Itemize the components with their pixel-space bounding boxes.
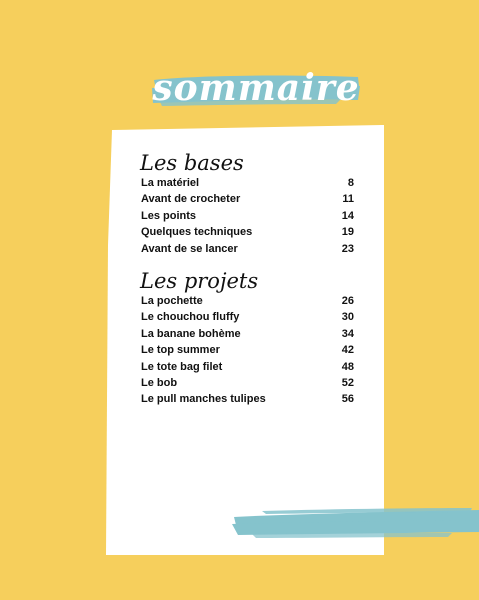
toc-item[interactable] bbox=[141, 210, 354, 226]
toc-item[interactable] bbox=[141, 361, 354, 377]
toc-item[interactable] bbox=[141, 311, 354, 327]
toc-item-page: 19 bbox=[341, 226, 354, 239]
toc-item-page: 42 bbox=[341, 344, 354, 357]
toc-list-projets bbox=[141, 295, 354, 410]
toc-item[interactable] bbox=[141, 193, 354, 209]
toc-item-page: 14 bbox=[341, 209, 354, 222]
toc-item-label: Le top summer bbox=[141, 344, 220, 357]
toc-item-label: Le bob bbox=[141, 376, 178, 389]
toc-item-page: 34 bbox=[341, 327, 354, 340]
toc-item-label: Avant de crocheter bbox=[141, 193, 241, 206]
toc-item-page: 30 bbox=[341, 311, 354, 324]
toc-item[interactable] bbox=[141, 344, 354, 360]
toc-item-label: Le pull manches tulipes bbox=[141, 393, 266, 406]
toc-item-page: 26 bbox=[341, 295, 354, 307]
toc-item-label: Le tote bag filet bbox=[141, 360, 223, 373]
toc-item-page: 48 bbox=[341, 360, 354, 373]
toc-item-label: La banane bohème bbox=[141, 327, 241, 340]
toc-item-page: 11 bbox=[342, 193, 354, 206]
toc-item[interactable] bbox=[141, 226, 354, 242]
toc-item[interactable] bbox=[141, 393, 354, 409]
toc-item-label: Quelques techniques bbox=[141, 226, 253, 239]
toc-item-label: La pochette bbox=[141, 295, 203, 307]
toc-list-bases bbox=[141, 177, 354, 259]
toc-item-page: 8 bbox=[347, 177, 354, 189]
toc-item[interactable] bbox=[141, 377, 354, 393]
section-heading-projets: Les projets bbox=[140, 269, 259, 293]
toc-item-label: Les points bbox=[141, 209, 197, 222]
table-of-contents-card bbox=[106, 125, 384, 555]
toc-item-label: Avant de se lancer bbox=[141, 242, 238, 255]
page-title: sommaire bbox=[152, 67, 360, 109]
toc-item[interactable] bbox=[141, 243, 354, 259]
toc-item[interactable] bbox=[141, 295, 354, 311]
bottom-brush-stroke bbox=[232, 505, 479, 539]
section-heading-bases: Les bases bbox=[140, 151, 244, 175]
toc-item[interactable] bbox=[141, 177, 354, 193]
toc-item-page: 52 bbox=[341, 376, 354, 389]
toc-item-page: 23 bbox=[341, 242, 354, 255]
toc-item-label: La matériel bbox=[141, 177, 200, 189]
title-block bbox=[150, 66, 362, 110]
toc-item-page: 56 bbox=[341, 393, 354, 406]
toc-item-label: Le chouchou fluffy bbox=[141, 311, 240, 324]
toc-item[interactable] bbox=[141, 328, 354, 344]
